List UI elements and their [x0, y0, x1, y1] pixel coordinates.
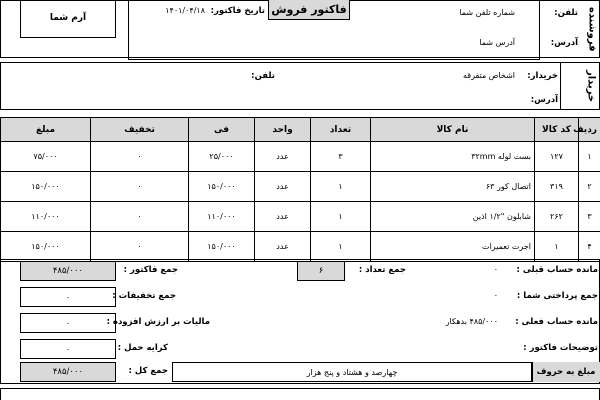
seller-address-label: آدرس: [550, 38, 578, 48]
col-discount: تخفیف [91, 118, 189, 142]
cell-code: ۱ [535, 232, 579, 262]
cell-code: ۱۲۷ [535, 142, 579, 172]
paid-label: جمع پرداختی شما : [516, 291, 598, 301]
buyer-phone-label: تلفن: [251, 71, 275, 81]
cell-unit: عدد [255, 172, 311, 202]
items-table-header [1, 118, 600, 142]
col-price: فی [189, 118, 255, 142]
invoice-date-label: تاریخ فاکتور: [210, 6, 265, 16]
cell-row: ۲ [579, 172, 600, 202]
vat-value: ۰ [20, 313, 116, 333]
cell-price: ۱۱۰/۰۰۰ [189, 202, 255, 232]
items-table [0, 117, 600, 262]
discounts-label: جمع تخفیفات : [112, 291, 176, 301]
cell-row: ۱ [579, 142, 600, 172]
cell-amount: ۱۵۰/۰۰۰ [1, 232, 91, 262]
cell-unit: عدد [255, 202, 311, 232]
cell-qty: ۱ [311, 202, 371, 232]
col-name: نام کالا [371, 118, 535, 142]
col-qty: تعداد [311, 118, 371, 142]
words-label: مبلغ به حروف [536, 367, 596, 377]
cell-unit: عدد [255, 232, 311, 262]
buyer-name-label: خریدار: [527, 71, 558, 81]
grand-total-value: ۴۸۵/۰۰۰ [20, 362, 116, 382]
seller-phone-value: شماره تلفن شما [459, 8, 515, 17]
col-row: ردیف [579, 118, 600, 142]
col-unit: واحد [255, 118, 311, 142]
cell-code: ۳۱۹ [535, 172, 579, 202]
invoice-date-value: ۱۴۰۱/۰۴/۱۸ [165, 6, 205, 15]
prev-balance-value: ۰ [493, 265, 498, 274]
col-amount: مبلغ [1, 118, 91, 142]
qty-total-value: ۶ [297, 261, 345, 281]
cell-name: بست لوله ۳۲mm [371, 142, 535, 172]
shipping-label: کرایه حمل : [117, 343, 168, 353]
cell-amount: ۱۵۰/۰۰۰ [1, 172, 91, 202]
cell-amount: ۷۵/۰۰۰ [1, 142, 91, 172]
notes-label: توضیحات فاکتور : [523, 343, 598, 353]
cell-qty: ۱ [311, 232, 371, 262]
invoice-total-label: جمع فاکتور : [123, 265, 178, 275]
cell-row: ۳ [579, 202, 600, 232]
notes-box [0, 388, 600, 400]
shop-logo-box: آرم شما [20, 0, 116, 38]
cell-code: ۲۶۲ [535, 202, 579, 232]
buyer-section-label: خریدار [585, 69, 597, 103]
seller-phone-label: تلفن: [554, 8, 578, 18]
vat-label: مالیات بر ارزش افزوده : [106, 317, 210, 327]
grand-total-label: جمع کل : [128, 366, 168, 376]
cell-price: ۱۵۰/۰۰۰ [189, 232, 255, 262]
buyer-name-value: اشخاص متفرقه [462, 71, 515, 80]
cell-amount: ۱۱۰/۰۰۰ [1, 202, 91, 232]
table-row [1, 202, 600, 232]
table-row [1, 142, 600, 172]
seller-section-label: فروشنده [586, 6, 598, 52]
cell-discount: ۰ [91, 172, 189, 202]
col-code: کد کالا [535, 118, 579, 142]
cell-discount: ۰ [91, 202, 189, 232]
current-balance-label: مانده حساب فعلی : [515, 317, 598, 327]
words-value: چهارصد و هشتاد و پنج هزار [306, 367, 398, 377]
cell-name: شابلون "۱/۲ اذین [371, 202, 535, 232]
seller-address-value: آدرس شما [479, 38, 515, 47]
cell-price: ۱۵۰/۰۰۰ [189, 172, 255, 202]
cell-unit: عدد [255, 142, 311, 172]
cell-discount: ۰ [91, 142, 189, 172]
cell-name: اتصال کور ۶۳ [371, 172, 535, 202]
discounts-value: ۰ [20, 287, 116, 307]
buyer-address-label: آدرس: [530, 95, 558, 105]
cell-qty: ۳ [311, 142, 371, 172]
paid-value: ۰ [493, 291, 498, 300]
table-row [1, 172, 600, 202]
cell-name: اجرت تعمیرات [371, 232, 535, 262]
cell-qty: ۱ [311, 172, 371, 202]
prev-balance-label: مانده حساب قبلی : [516, 265, 598, 275]
shipping-value: ۰ [20, 339, 116, 359]
current-balance-value: ۴۸۵/۰۰۰ بدهکار [445, 317, 498, 326]
cell-discount: ۰ [91, 232, 189, 262]
cell-row: ۴ [579, 232, 600, 262]
qty-total-label: جمع تعداد : [358, 265, 406, 275]
invoice-title: فاکتور فروش [268, 0, 350, 20]
table-row [1, 232, 600, 262]
invoice-total-value: ۴۸۵/۰۰۰ [20, 261, 116, 281]
cell-price: ۲۵/۰۰۰ [189, 142, 255, 172]
